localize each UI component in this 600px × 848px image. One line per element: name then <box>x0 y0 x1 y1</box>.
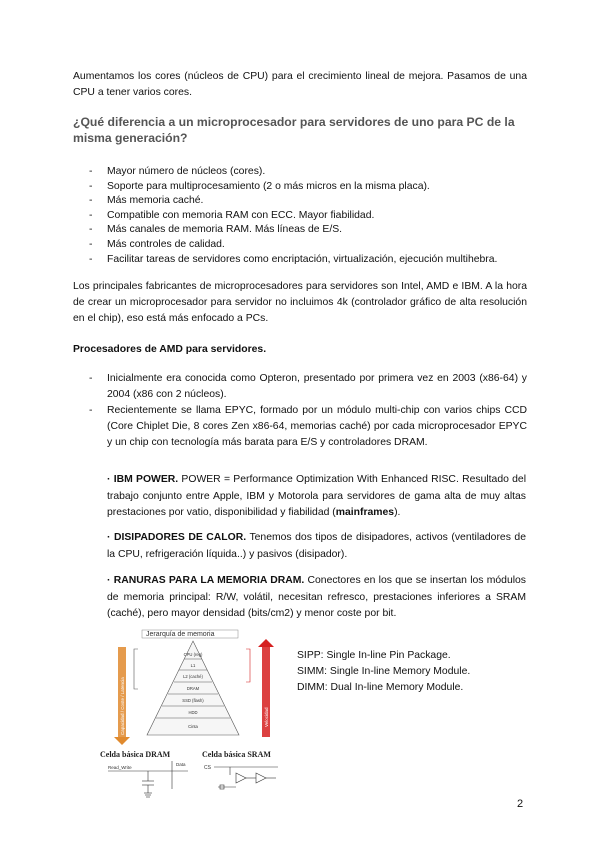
pyramid-level: DRAM <box>186 686 200 691</box>
page-number: 2 <box>517 798 524 810</box>
list-item: - Más controles de calidad. <box>73 238 527 253</box>
dram-rw-label: Read_Write <box>108 765 132 770</box>
pyramid-level: HDD <box>188 710 198 715</box>
ibm-text: POWER = Performance Optimization With Enhanced RISC. Resultado del trabajo conjunto entre Apple, IBM y Motorola para servidores de gama alta de muy altas prestaciones por vatio, disponibilidad y fiabilidad ( <box>107 474 527 518</box>
question-heading: ¿Qué diferencia a un microprocesador para servidores de uno para PC de la misma generación? <box>73 115 515 145</box>
amd-list <box>73 371 527 451</box>
intro-paragraph: Aumentamos los cores (núcleos de CPU) para el crecimiento lineal de mejora. Pasamos de una CPU a tener varios cores. <box>73 71 527 98</box>
differences-list <box>73 165 527 267</box>
list-item: - Facilitar tareas de servidores como encriptación, virtualización, ejecución multihebra. <box>73 253 527 268</box>
sram-cell-title: Celda básica SRAM <box>202 750 271 759</box>
figure-title: Jerarquía de memoria <box>146 631 215 638</box>
pyramid-level: SSD (flash) <box>182 698 204 703</box>
disipadores-text: Tenemos dos tipos de disipadores, activos (ventiladores de la CPU, refrigeración líquida..) y pasivos (disipador). <box>107 532 526 560</box>
package-sipp: SIPP: Single In-line Pin Package. <box>297 650 451 661</box>
dram-data-label: Data <box>176 762 186 767</box>
sram-cell-diagram <box>214 767 278 789</box>
right-arrow-label: Velocidad <box>264 707 269 727</box>
package-simm: SIMM: Single In-line Memory Module. <box>297 666 471 677</box>
list-item: - Más canales de memoria RAM. Más líneas de E/S. <box>73 223 527 238</box>
ibm-mainframes: mainframes <box>335 507 395 518</box>
package-dimm: DIMM: Dual In-line Memory Module. <box>297 682 464 693</box>
memory-hierarchy-figure <box>98 627 288 747</box>
ranuras-title: · RANURAS PARA LA MEMORIA DRAM. <box>107 575 305 586</box>
left-bracket <box>134 649 138 689</box>
sram-cs-label: CS <box>204 765 211 771</box>
pyramid-level: L1 <box>190 663 196 668</box>
list-item: - Recientemente se llama EPYC, formado por un módulo multi-chip con varios chips CCD (Core Chiplet Die, 8 cores Zen x86-64, memorias caché) por cada microprocesador EPYC y un chip con tecnología más barata para E/S y controladores DRAM. <box>73 403 527 451</box>
amd-heading: Procesadores de AMD para servidores. <box>73 344 267 355</box>
ibm-title: · IBM POWER. <box>107 474 179 485</box>
left-arrow-label: Capacidad / Coste / Latencia <box>120 677 125 735</box>
pyramid-level: CPU (reg) <box>183 652 203 657</box>
list-item: - Más memoria caché. <box>73 194 527 209</box>
ranuras-text: Conectores en los que se insertan los módulos de memoria principal: R/W, volátil, necesitan refresco, prestaciones inferiores a SRAM (caché), pero mayor densidad (bits/cm2) y menor coste por bit. <box>107 575 527 619</box>
pyramid <box>147 641 239 735</box>
pyramid-level: Cinta <box>188 724 198 729</box>
list-item: - Compatible con memoria RAM con ECC. Mayor fiabilidad. <box>73 209 527 224</box>
manufacturers-paragraph: Los principales fabricantes de microprocesadores para servidores son Intel, AMD e IBM. A la hora de crear un microprocesador para servidor no incluimos 4k (controlador gráfico de alta resolución en el chip), eso está más enfocado a PCs. <box>73 281 527 324</box>
disipadores-title: · DISIPADORES DE CALOR. <box>107 532 247 543</box>
list-item: - Soporte para multiprocesamiento (2 o más micros en la misma placa). <box>73 180 527 195</box>
ibm-paragraph <box>107 472 526 522</box>
dram-cell-title: Celda básica DRAM <box>100 750 171 759</box>
right-bracket <box>246 649 250 682</box>
pyramid-level: L2 (caché) <box>183 674 203 679</box>
ibm-end: ). <box>394 507 401 518</box>
list-item: - Inicialmente era conocida como Opteron, presentado por primera vez en 2003 (x86-64) y 2004 (x86 con 2 núcleos). <box>73 371 527 403</box>
ranuras-paragraph <box>107 573 526 623</box>
package-definitions <box>297 648 470 696</box>
list-item: - Mayor número de núcleos (cores). <box>73 165 527 180</box>
disipadores-paragraph <box>107 530 526 563</box>
memory-cells-figure <box>98 747 288 825</box>
